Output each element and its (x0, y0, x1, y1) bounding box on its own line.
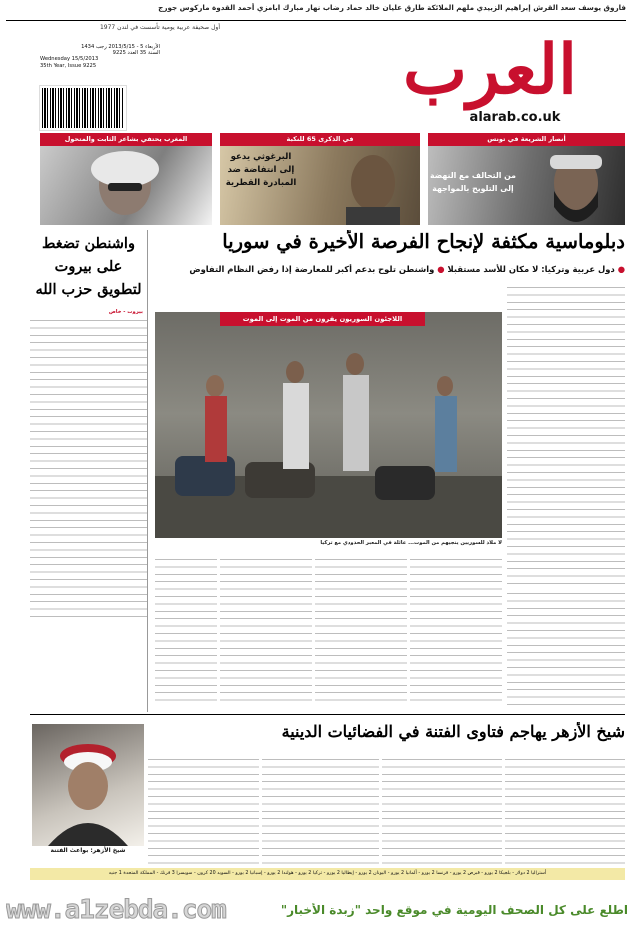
lead-body-col-4 (155, 556, 217, 706)
lead-photo-caption: لا ملاذ للسوريين ينجيهم من الموت... عائلة في المعبر الحدودي مع تركيا (320, 540, 502, 546)
website: alarab.co.uk (469, 110, 561, 125)
bullet-icon: ● (437, 264, 445, 274)
second-headline: شيخ الأزهر يهاجم فتاوى الفتنة في الفضائيات الدينية (281, 722, 625, 741)
lead-body-col-1 (410, 556, 502, 706)
writers-names: فاروق يوسف سعد القرش إبراهيم الزبيدي ملهم الملائكة طارق عليان خالد حماد رضاب نهار مبارك ابامزي أحمد القدوة ماركوس جورج (158, 3, 626, 12)
teaser-poet-label: المغرب يحتفي بشاعر الثابت والمتحول (40, 133, 212, 146)
side-headline: واشنطن تضغط على بيروت لتطويق حزب الله (35, 235, 142, 298)
teaser-tunisia-caption: من التحالف مع النهضة إلى التلويح بالمواجهة (429, 171, 517, 193)
lead-photo-label: اللاجئون السوريون يفرون من الموت إلى الموت (220, 312, 425, 326)
lead-body-col-5 (507, 590, 625, 706)
barcode (40, 86, 126, 130)
issue-english: 35th Year, Issue 9225 (40, 62, 97, 69)
second-body-col-1 (505, 756, 625, 866)
teaser-tunisia-label: أنصار الشريعة في تونس (428, 133, 625, 146)
barghouti-portrait (330, 149, 416, 225)
side-body (30, 317, 147, 617)
tunisia-portrait (528, 147, 625, 225)
teaser-strip (40, 133, 625, 225)
edition-date (40, 44, 160, 69)
masthead-logo: العرب (403, 30, 577, 110)
teaser-nakba-label: في الذكرى 65 للنكبة (220, 133, 420, 146)
second-body-col-2 (382, 756, 502, 866)
lead-col-right (507, 284, 625, 584)
teaser-poet[interactable] (40, 133, 212, 225)
azhar-caption: شيخ الأزهر: بواعث الفتنة (50, 847, 126, 854)
top-rule (6, 20, 626, 21)
footer-slogan: اطلع على كل الصحف اليومية في موقع واحد "زبدة الأخبار" (280, 903, 628, 917)
lead-headline: دبلوماسية مكثفة لإنجاح الفرصة الأخيرة في سوريا (222, 230, 625, 253)
second-body-col-3 (262, 756, 379, 866)
lead-subheads (150, 264, 625, 280)
lead-subhead-1: دول عربية وتركيا: لا مكان للأسد مستقبلا (447, 264, 615, 274)
refugees-image (155, 326, 502, 538)
side-column (30, 230, 148, 712)
poet-portrait (70, 147, 180, 225)
footer-site[interactable]: www.a1zebda.com (6, 895, 226, 925)
date-arabic: الأربعاء 5 - 2013/5/15 رجب 1434 (81, 44, 160, 50)
lead-subhead-2: واشنطن تلوح بدعم أكبر للمعارضة إذا رفض النظام التفاوض (189, 264, 435, 274)
issue-arabic: السنة 35 العدد 9225 (112, 50, 160, 57)
azhar-photo (32, 724, 144, 846)
teaser-nakba-caption: البرغوثي يدعو إلى انتفاضة ضد المبادرة القطرية (225, 152, 297, 188)
prices-strip (30, 868, 625, 880)
masthead (0, 22, 632, 140)
teaser-tunisia[interactable] (428, 133, 625, 225)
writers-strip (6, 3, 626, 19)
lead-body-col-3 (220, 556, 312, 706)
section-rule (30, 714, 625, 715)
side-byline: بيروت - خاص (108, 309, 143, 315)
date-english: Wednesday 15/5/2013 (40, 56, 99, 63)
footer-banner[interactable] (0, 880, 632, 943)
second-body-col-4 (148, 756, 259, 866)
bullet-icon: ● (617, 264, 625, 274)
lead-photo (155, 312, 502, 538)
teaser-nakba[interactable] (220, 133, 420, 225)
prices-text: أستراليا 2 دولار - بلجيكا 2 يورو - قبرص 2 يورو - فرنسا 2 يورو - ألمانيا 2 يورو - اليونان 2 يورو - إيطاليا 2 يورو - تركيا 2 يورو - هولندا 2 يورو - إسبانيا 2 يورو - السويد 20 كرون - سويسرا 3 فرنك - المملكة المتحدة 1 جنيه (108, 871, 547, 876)
lead-body-col-2 (315, 556, 407, 706)
tagline: أول صحيفة عربية يومية تأسست في لندن 1977 (99, 24, 220, 31)
sheikh-portrait (38, 730, 138, 846)
